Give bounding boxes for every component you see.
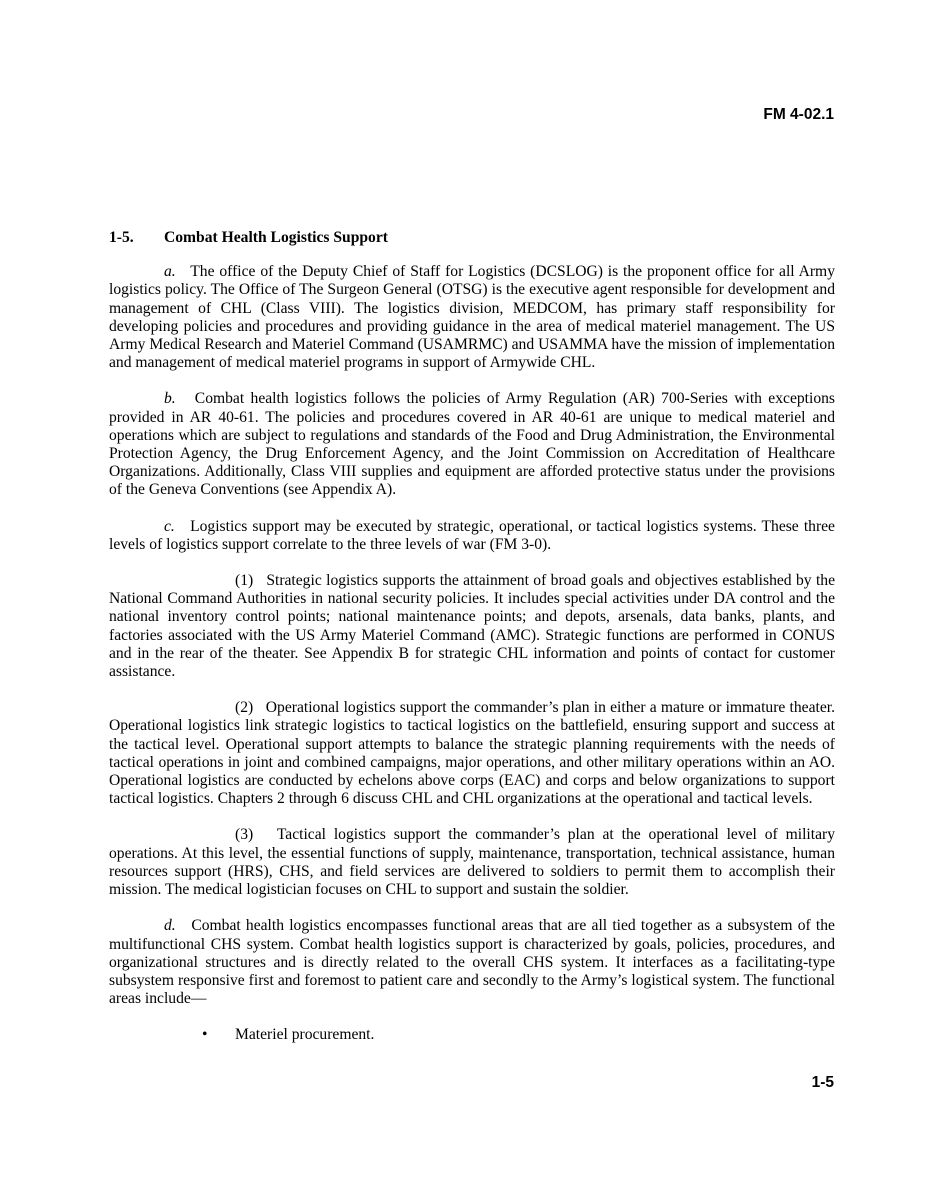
subparagraph-1: [109, 572, 835, 681]
bullet-marker: •: [202, 1026, 208, 1044]
paragraph-b: [109, 390, 835, 499]
section-number: 1-5.: [109, 229, 134, 246]
paragraph-text: Combat health logistics encompasses functional areas that are all tied together as a subsystem of the multifunctional CHS system. Combat health logistics support is characterized by goals, policies, procedures, and organizational structures and is directly related to the overall CHS system. It interfaces as a facilitating-type subsystem responsive first and foremost to patient care and secondly to the Army’s logistical system. The functional areas include—: [109, 917, 835, 1008]
paragraph-label: a.: [164, 263, 176, 281]
paragraph-text: Logistics support may be executed by strategic, operational, or tactical logistics systems. These three levels of logistics support correlate to the three levels of war (FM 3-0).: [109, 517, 835, 553]
section-heading: [109, 229, 835, 247]
paragraph-text: The office of the Deputy Chief of Staff for Logistics (DCSLOG) is the proponent office for all Army logistics policy. The Office of The Surgeon General (OTSG) is the executive agent responsible for development and management of CHL (Class VIII). The logistics division, MEDCOM, has primary staff responsibility for developing policies and procedures and providing guidance in the area of medical materiel management. The US Army Medical Research and Materiel Command (USAMRMC) and USAMMA have the mission of implementation and management of medical materiel programs in support of Armywide CHL.: [109, 263, 835, 372]
running-header: FM 4-02.1: [763, 106, 834, 123]
paragraph-label: b.: [164, 390, 176, 408]
paragraph-label: d.: [164, 917, 176, 935]
subparagraph-label: (1): [235, 572, 254, 590]
page-content: [109, 229, 835, 1045]
list-item: [109, 1026, 835, 1044]
paragraph-d: [109, 917, 835, 1008]
paragraph-c: [109, 518, 835, 554]
page-number: 1-5: [811, 1074, 834, 1091]
subparagraph-text: Strategic logistics supports the attainment of broad goals and objectives established by the National Command Authorities in national security policies. It includes special activities under DA control and the national inventory control points; national maintenance points; and depots, arsenals, data banks, plants, and factories associated with the US Army Materiel Command (AMC). Strategic functions are performed in CONUS and in the rear of the theater. See Appendix B for strategic CHL information and points of contact for customer assistance.: [109, 572, 835, 681]
paragraph-a: [109, 263, 835, 372]
subparagraph-text: Tactical logistics support the commander’s plan at the operational level of military operations. At this level, the essential functions of supply, maintenance, transportation, technical assistance, human resources support (HRS), CHS, and field services are delivered to soldiers to permit them to accomplish their mission. The medical logistician focuses on CHL to support and sustain the soldier.: [109, 826, 836, 899]
section-title: Combat Health Logistics Support: [164, 229, 388, 246]
paragraph-text: Combat health logistics follows the policies of Army Regulation (AR) 700-Series with exceptions provided in AR 40-61. The policies and procedures covered in AR 40-61 are unique to medical materiel and operations which are subject to regulations and standards of the Food and Drug Administration, the Environmental Protection Agency, the Drug Enforcement Agency, and the Joint Commission on Accreditation of Healthcare Organizations. Additionally, Class VIII supplies and equipment are afforded protective status under the provisions of the Geneva Conventions (see Appendix A).: [109, 390, 835, 499]
subparagraph-2: [109, 699, 835, 808]
subparagraph-label: (3): [235, 826, 254, 844]
paragraph-label: c.: [164, 517, 175, 535]
subparagraph-label: (2): [235, 699, 254, 717]
functional-areas-list: [109, 1026, 835, 1044]
subparagraph-text: Operational logistics support the commander’s plan in either a mature or immature theater. Operational logistics link strategic logistics to tactical logistics on the battlefield, ensuring support and success at the tactical level. Operational support attempts to balance the strategic planning requirements with the needs of tactical operations in joint and combined campaigns, major operations, and other military operations within an AO. Operational logistics are conducted by echelons above corps (EAC) and corps and below organizations to support tactical logistics. Chapters 2 through 6 discuss CHL and CHL organizations at the operational and tactical levels.: [109, 699, 835, 808]
list-item-text: Materiel procurement.: [235, 1026, 375, 1044]
subparagraph-3: [109, 826, 835, 899]
